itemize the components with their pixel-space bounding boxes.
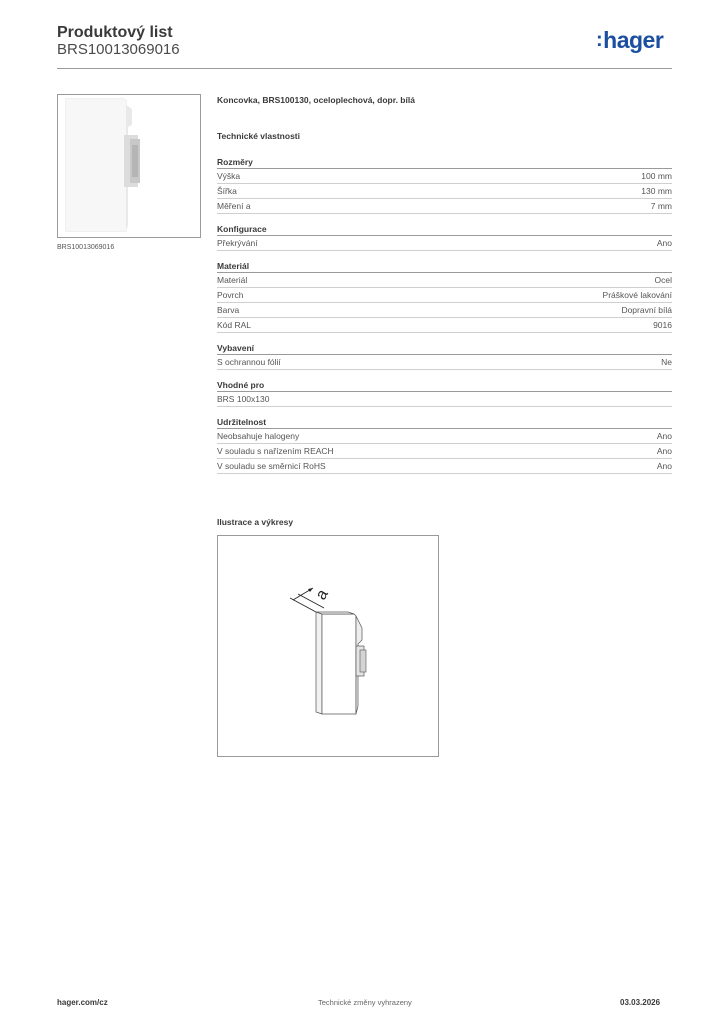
spec-row (217, 318, 672, 333)
spec-label: Materiál (217, 275, 248, 285)
spec-row (217, 459, 672, 474)
spec-label: Překrývání (217, 238, 258, 248)
spec-section (217, 416, 672, 474)
spec-section-title: Konfigurace (217, 223, 672, 236)
image-caption: BRS10013069016 (57, 244, 115, 251)
spec-row (217, 236, 672, 251)
spec-label: Výška (217, 171, 241, 181)
spec-label: BRS 100x130 (217, 394, 270, 404)
spec-row (217, 392, 672, 407)
spec-section (217, 379, 672, 407)
spec-section (217, 342, 672, 370)
spec-row (217, 184, 672, 199)
spec-value: Ano (656, 238, 672, 248)
spec-value: 100 mm (641, 171, 672, 181)
spec-value: 9016 (653, 320, 672, 330)
spec-row (217, 429, 672, 444)
header-divider (57, 68, 672, 69)
spec-label: Povrch (217, 290, 244, 300)
spec-row (217, 273, 672, 288)
spec-value: 7 mm (650, 201, 672, 211)
spec-section-title: Vhodné pro (217, 379, 672, 392)
spec-section (217, 156, 672, 214)
spec-section (217, 223, 672, 251)
spec-section-title: Rozměry (217, 156, 672, 169)
spec-label: S ochrannou fólií (217, 357, 281, 367)
page-title: Produktový list (57, 24, 173, 41)
spec-value: Dopravní bílá (621, 305, 672, 315)
spec-row (217, 199, 672, 214)
spec-label: V souladu se směrnicí RoHS (217, 461, 326, 471)
spec-value: Práškové lakování (602, 290, 672, 300)
spec-row (217, 444, 672, 459)
product-image (57, 94, 201, 238)
footer-date: 03.03.2026 (620, 998, 661, 1007)
spec-row (217, 355, 672, 370)
logo-colon-icon: : (596, 29, 603, 51)
spec-section-title: Materiál (217, 260, 672, 273)
spec-section-title: Vybavení (217, 342, 672, 355)
spec-label: Neobsahuje halogeny (217, 431, 300, 441)
spec-value: Ocel (654, 275, 672, 285)
spec-value: Ne (661, 357, 672, 367)
spec-section (217, 260, 672, 333)
footer-website-link[interactable]: hager.com/cz (57, 998, 108, 1007)
spec-row (217, 169, 672, 184)
end-cap-photo-icon (58, 95, 200, 237)
spec-label: Měření a (217, 201, 251, 211)
tech-properties-heading: Technické vlastnosti (217, 131, 300, 141)
hager-logo (596, 29, 663, 52)
dimension-a-label: a (312, 586, 332, 603)
spec-section-title: Udržitelnost (217, 416, 672, 429)
product-name: Koncovka, BRS100130, oceloplechová, dopr. bílá (217, 95, 415, 105)
spec-sections (217, 156, 672, 474)
footer-disclaimer: Technické změny vyhrazeny (318, 998, 412, 1007)
spec-label: Šířka (217, 186, 237, 196)
spec-value: 130 mm (641, 186, 672, 196)
spec-value: Ano (656, 431, 672, 441)
dimension-drawing-icon (218, 536, 438, 756)
spec-label: Barva (217, 305, 240, 315)
spec-label: Kód RAL (217, 320, 252, 330)
product-code: BRS10013069016 (57, 41, 180, 58)
illustration-drawing (217, 535, 439, 757)
spec-row (217, 288, 672, 303)
spec-value: Ano (656, 446, 672, 456)
specifications-panel (217, 95, 672, 483)
logo-text: hager (603, 27, 664, 53)
illustration-heading: Ilustrace a výkresy (217, 517, 294, 527)
spec-row (217, 303, 672, 318)
spec-label: V souladu s nařízením REACH (217, 446, 334, 456)
spec-value: Ano (656, 461, 672, 471)
